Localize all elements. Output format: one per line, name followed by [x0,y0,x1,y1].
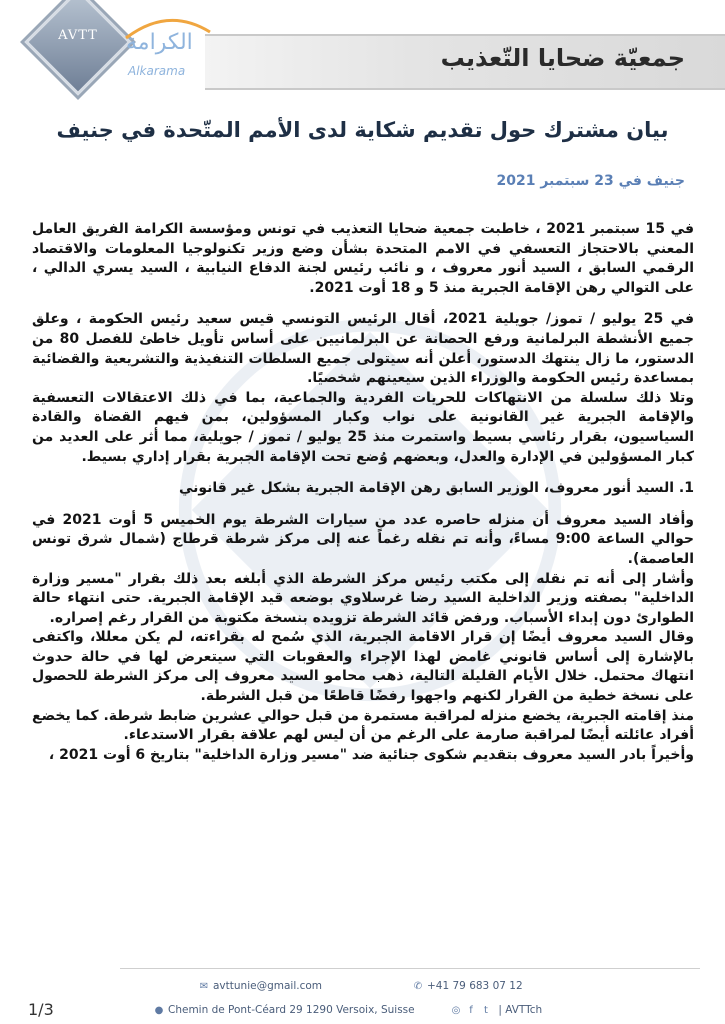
body-paragraph: وتلا ذلك سلسلة من الانتهاكات للحريات الفردية والجماعية، بما في ذلك الاعتقالات التعسفية والإقامة الجبرية غير القانونية على نواب وكبار المسؤولين، بمن فيهم القضاة والقادة السياسيون، بقرار رئاسي بسيط واستمرت منذ 25 يوليو / تموز / جويلية، مما أثر على العديد من كبار المسؤولين في الإدارة والعدل، وبعضهم وُضع تحت الإقامة الجبرية بقرار إداري بسيط. [32,389,694,465]
instagram-icon: ◎ [451,1005,461,1016]
envelope-icon: ✉ [199,981,209,992]
body-paragraph: منذ إقامته الجبرية، يخضع منزله لمراقبة مستمرة من قبل حوالي عشرين ضابط شرطة. كما يخضع أفراد عائلته أيضًا لمراقبة صارمة على الرغم من أن ليس لهم علاقة بقرار الاستدعاء. [32,707,694,744]
org-title: جمعيّة ضحايا التّعذيب [440,44,685,72]
location-pin-icon: ● [154,1005,164,1016]
body-paragraph: وقال السيد معروف أيضًا إن قرار الاقامة الجبرية، الذي سُمح له بقراءته، لم يكن معللا، واكتفى بالإشارة إلى أساس قانوني غامض لهذا الإجراء والعقوبات التي سيتعرض لها في حالة حدوث انتهاك محتمل. خلال الأيام القليلة التالية، ذهب محامو السيد معروف إلى مركز الشرطة للحصول على نسخة خطية من القرار لكنهم واجهوا رفضًا قاطعًا من قبل الشرطة. [32,629,694,705]
body-paragraph: وأشار إلى أنه تم نقله إلى مكتب رئيس مركز الشرطة الذي أبلغه بعد ذلك بقرار "مسير وزارة الداخلية" بصفته وزير الداخلية السيد رضا غرسلاوي بوضعه قيد الإقامة الجبرية. حتى انتهاء حالة الطوارئ دون إبداء الأسباب. ورفض قائد الشرطة تزويده بنسخة مكتوبة من القرار رغم إصراره. [32,570,694,626]
footer-address [153,1004,415,1016]
footer-social: ◎ f t | AVTTch [451,1004,543,1016]
footer-email [198,980,322,992]
letterhead [0,0,725,100]
phone-icon: ✆ [413,981,423,992]
document-body [32,220,694,765]
phone-text: +41 79 683 07 12 [427,980,523,992]
page-number: 1/3 [28,1000,54,1019]
body-paragraph: في 25 يوليو / تموز/ جويلية 2021، أقال الرئيس التونسي قيس سعيد رئيس الحكومة ، وعلق جميع الأنشطة البرلمانية ورفع الحصانة عن البرلمانيين على أساس تأويل خاطئ للفصل 80 من الدستور، ما زال ينتهك الدستور، أعلن أنه سيتولى جميع السلطات التنفيذية والتشريعية والقضائية بمساعدة رئيس الحكومة والوزراء الذين سيعينهم شخصيًا. [32,311,694,387]
body-paragraph: في 15 سبتمبر 2021 ، خاطبت جمعية ضحايا التعذيب في تونس ومؤسسة الكرامة الفريق العامل المعني بالاحتجاز التعسفي في الامم المتحدة بشأن وضع وزير تكنولوجيا المعلومات والاقتصاد الرقمي السابق ، السيد أنور معروف ، و نائب رئيس لجنة الدفاع النيابية ، السيد يسري الدالي ، على التوالي رهن الإقامة الجبرية منذ 5 و 18 أوت 2021. [32,221,694,296]
footer-phone [412,980,523,992]
body-paragraph: وأفاد السيد معروف أن منزله حاصره عدد من سيارات الشرطة يوم الخميس 5 أوت 2021 في حوالي الساعة 9:00 مساءً، وأنه تم نقله رغماً عنه إلى مركز شرطة قرطاج (شمال شرق تونس العاصمة). [32,511,695,567]
body-paragraph: وأخيراً بادر السيد معروف بتقديم شكوى جنائية ضد "مسير وزارة الداخلية" بتاريخ 6 أوت 2021 ، [48,746,694,763]
alkarama-logo-latin: Alkarama [128,64,186,78]
twitter-icon: t [484,1005,488,1016]
section-heading: 1. السيد أنور معروف، الوزير السابق رهن الإقامة الجبرية بشكل غير قانوني [178,480,694,497]
footer-divider [120,968,700,969]
avtt-logo-text: AVTT [58,28,98,43]
document-title: بيان مشترك حول تقديم شكاية لدى الأمم المتّحدة في جنيف [56,118,669,142]
email-text: avttunie@gmail.com [213,980,322,992]
alkarama-logo [118,8,218,78]
social-handle-text: AVTTch [505,1004,543,1016]
document-dateline: جنيف في 23 سبتمبر 2021 [496,173,685,189]
alkarama-logo-arabic: الكرامة [126,30,193,55]
page-footer [0,968,725,1024]
address-text: Chemin de Pont-Céard 29 1290 Versoix, Suisse [168,1004,415,1016]
avtt-logo [24,0,131,96]
facebook-icon: f [469,1005,473,1016]
